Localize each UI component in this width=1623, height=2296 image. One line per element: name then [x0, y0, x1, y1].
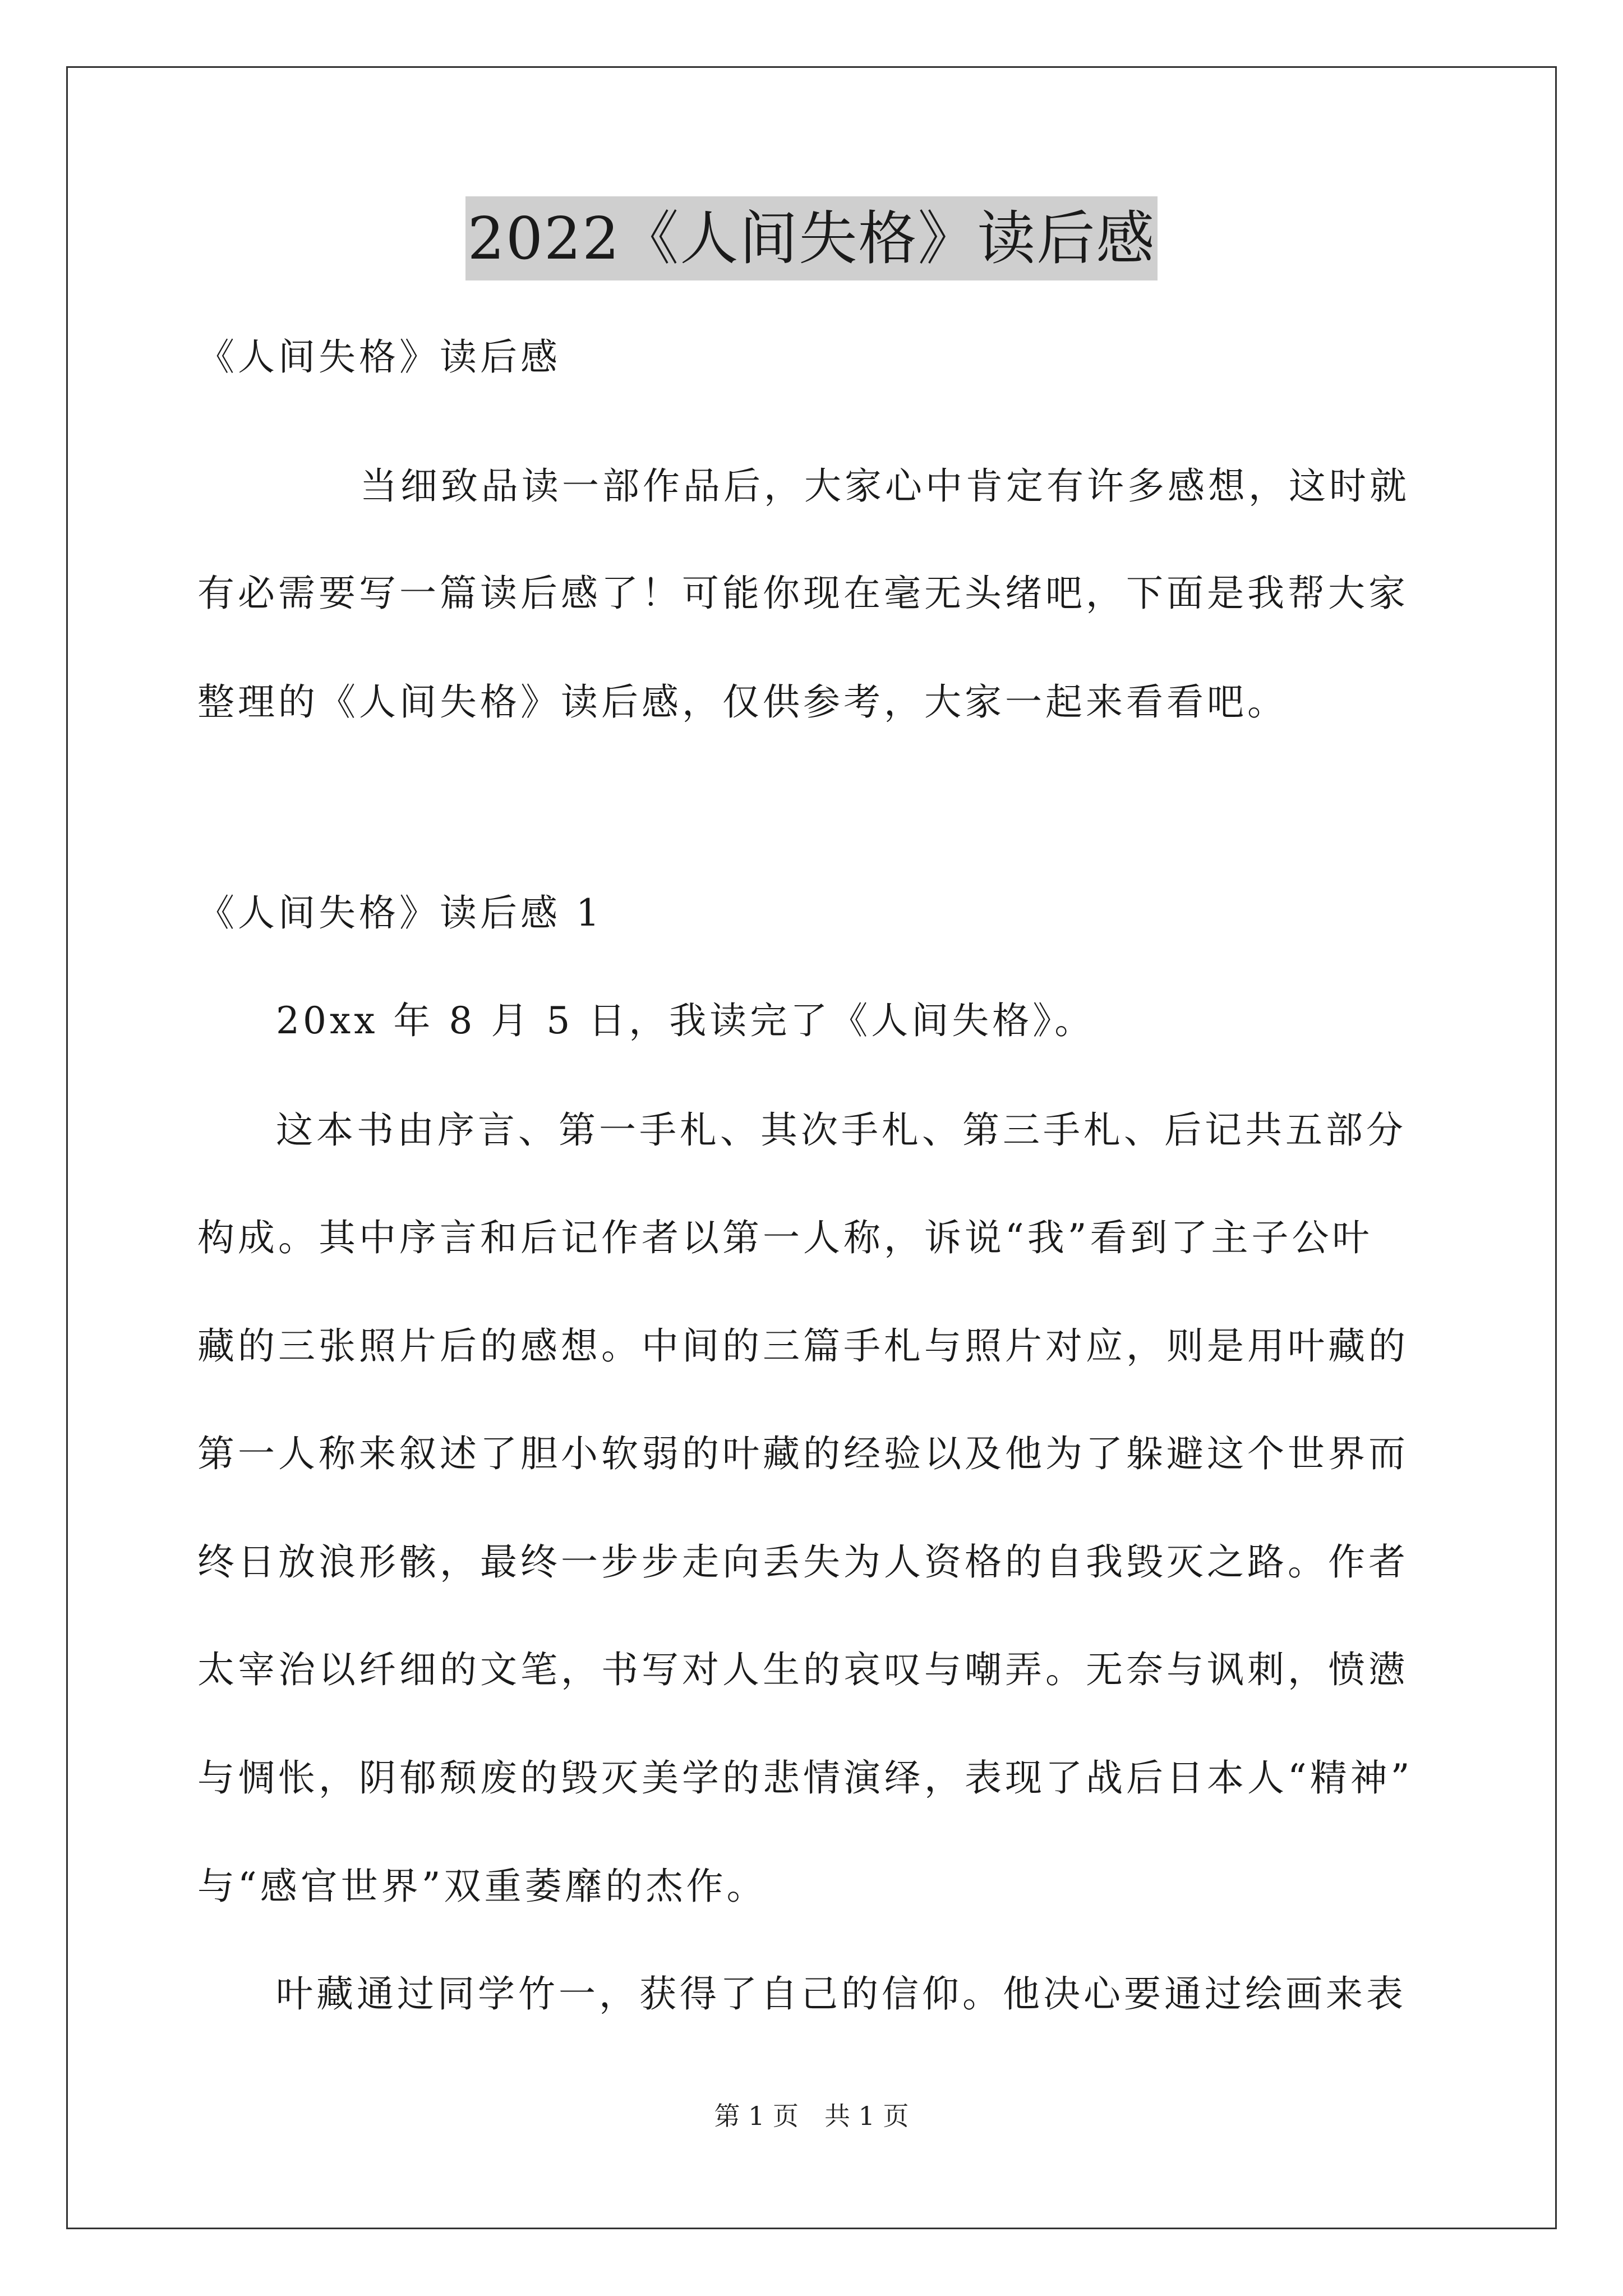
body-line: 叶藏通过同学竹一，获得了自己的信仰。他决心要通过绘画来表 — [276, 1972, 1407, 2016]
subtitle-line: 《人间失格》读后感 — [197, 335, 561, 379]
body-line: 与“感官世界”双重萎靡的杰作。 — [197, 1865, 767, 1908]
section-heading: 《人间失格》读后感 1 — [197, 891, 603, 935]
intro-line: 整理的《人间失格》读后感，仅供参考，大家一起来看看吧。 — [197, 680, 1288, 724]
intro-line: 当细致品读一部作品后，大家心中肯定有许多感想，这时就 — [360, 464, 1410, 508]
body-line: 藏的三张照片后的感想。中间的三篇手札与照片对应，则是用叶藏的 — [197, 1324, 1409, 1368]
body-line: 第一人称来叙述了胆小软弱的叶藏的经验以及他为了躲避这个世界而 — [197, 1432, 1409, 1475]
page-footer: 第 1 页 共 1 页 — [714, 2101, 909, 2131]
intro-line: 有必需要写一篇读后感了！可能你现在毫无头绪吧，下面是我帮大家 — [197, 572, 1409, 615]
body-line: 与惆怅，阴郁颓废的毁灭美学的悲情演绎，表现了战后日本人“精神” — [197, 1756, 1413, 1800]
body-line: 终日放浪形骸，最终一步步走向丢失为人资格的自我毁灭之路。作者 — [197, 1540, 1409, 1584]
body-line: 这本书由序言、第一手札、其次手札、第三手札、后记共五部分 — [276, 1108, 1407, 1152]
body-line: 构成。其中序言和后记作者以第一人称，诉说“我”看到了主子公叶 — [197, 1216, 1373, 1259]
document-title: 2022《人间失格》读后感 — [465, 196, 1158, 280]
title-container — [0, 196, 1623, 280]
body-line: 太宰治以纤细的文笔，书写对人生的哀叹与嘲弄。无奈与讽刺，愤懑 — [197, 1648, 1409, 1691]
body-line: 20xx 年 8 月 5 日，我读完了《人间失格》。 — [276, 999, 1095, 1042]
